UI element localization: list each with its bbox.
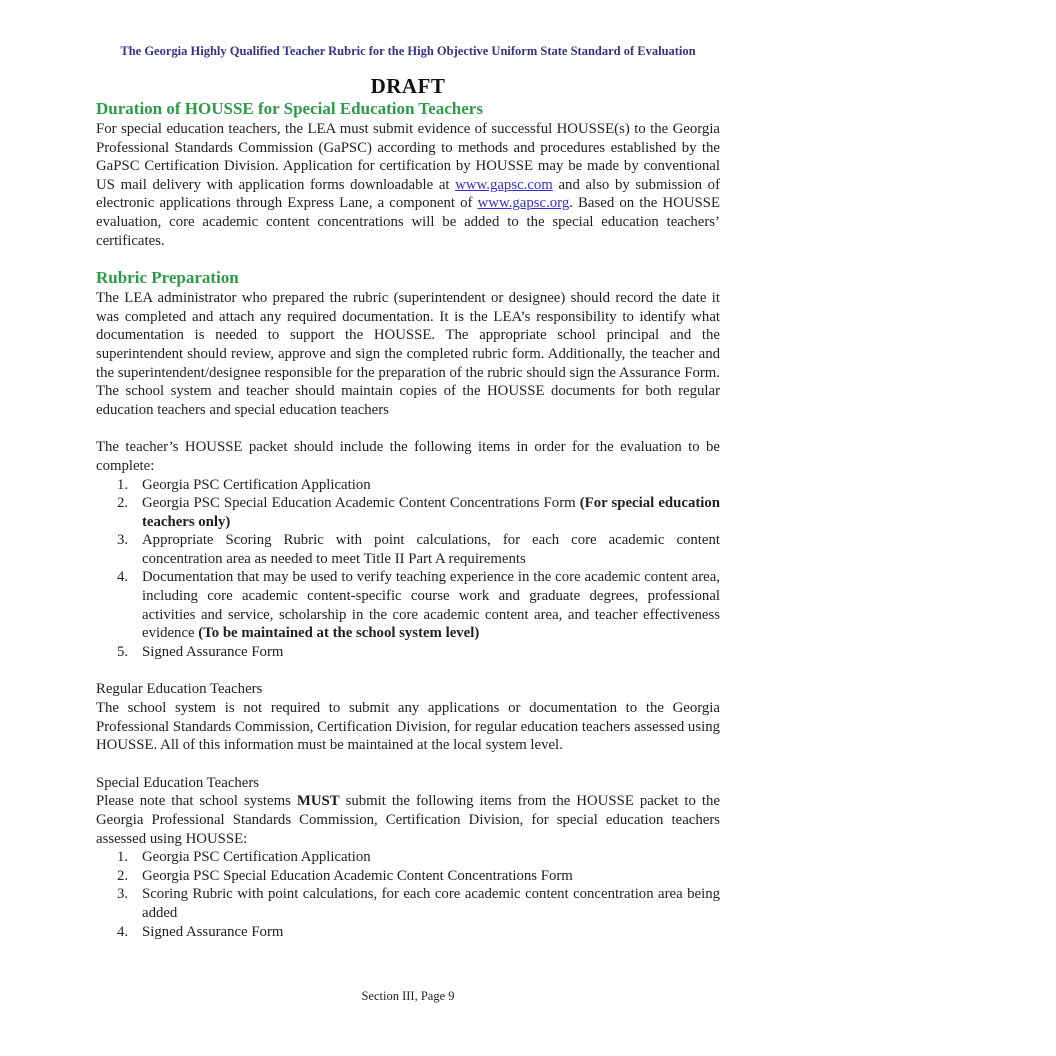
regular-education-paragraph: The school system is not required to submit any applications or documentation to the Georgia Professional Standards Commission, Certification Division, for regular education teachers assessed using HOUSSE. All of this information must be maintained at the local system level. — [96, 700, 720, 754]
special-education-teachers-subheading: Special Education Teachers — [96, 774, 260, 791]
list-item — [117, 867, 720, 886]
list-number: 3. — [117, 532, 129, 549]
list-item-text: Appropriate Scoring Rubric with point calculations, for each core academic content concentration area as needed to meet Title II Part A requirements — [142, 532, 720, 567]
list-number: 1. — [117, 476, 129, 493]
list-number: 2. — [117, 867, 129, 884]
list-item-text: Signed Assurance Form — [142, 643, 284, 660]
list-number: 2. — [117, 495, 129, 512]
special-education-submission-list — [117, 848, 720, 941]
list-item-text: Signed Assurance Form — [142, 923, 284, 940]
section-heading-rubric-preparation: Rubric Preparation — [96, 268, 239, 288]
draft-watermark-title: DRAFT — [370, 74, 446, 98]
list-item-text: Georgia PSC Special Education Academic Content Concentrations Form — [142, 495, 580, 512]
list-item-text: Scoring Rubric with point calculations, for each core academic content concentration area being added — [142, 886, 720, 921]
section-heading-duration-of-housse: Duration of HOUSSE for Special Education Teachers — [96, 99, 483, 118]
spacer — [96, 661, 720, 680]
list-number: 1. — [117, 849, 129, 866]
special-paragraph-text-1: Please note that school systems — [96, 793, 297, 810]
list-item-text: Documentation that may be used to verify teaching experience in the core academic content area, including core academic content-specific course work and graduate degrees, professional activities and service, scholarship in the core academic content area, and teacher effectiveness evidence — [142, 569, 720, 642]
list-item — [117, 848, 720, 867]
page-footer: Section III, Page 9 — [361, 989, 455, 1003]
list-item — [117, 923, 720, 942]
spacer — [96, 755, 720, 774]
running-header-title: The Georgia Highly Qualified Teacher Rubric for the High Objective Uniform State Standard of Evaluation — [120, 44, 696, 58]
duration-paragraph — [96, 120, 720, 250]
list-item — [117, 494, 721, 531]
gapsc-com-link[interactable]: www.gapsc.com — [455, 176, 553, 193]
list-item-bold-text: (To be maintained at the school system level) — [198, 625, 480, 642]
special-paragraph-must-bold: MUST — [296, 793, 340, 810]
rubric-preparation-paragraph: The LEA administrator who prepared the rubric (superintendent or designee) should record the date it was completed and attach any required documentation. It is the LEA’s responsibility to identify what documentation is needed to support the HOUSSE. The appropriate school principal and the superintendent should review, approve and sign the completed rubric form. Additionally, the teacher and the superintendent/designee responsible for the preparation of the rubric should sign the Assurance Form. The school system and teacher should maintain copies of the HOUSSE documents for both regular education teachers and special education teachers — [96, 290, 720, 418]
list-number: 5. — [117, 643, 129, 660]
spacer — [96, 419, 720, 438]
list-item — [117, 568, 720, 642]
list-number: 4. — [117, 569, 129, 586]
regular-education-teachers-subheading: Regular Education Teachers — [96, 681, 263, 698]
list-item-text: Georgia PSC Special Education Academic Content Concentrations Form — [142, 867, 573, 884]
special-education-paragraph — [96, 792, 720, 848]
special-paragraph-text-2: submit the following items from the HOUSSE packet to the Georgia Professional Standards Commission, Certification Division, for special education teachers assessed using HOUSSE: — [96, 793, 720, 847]
duration-paragraph-text-1: For special education teachers, the LEA must submit evidence of successful HOUSSE(s) to the Georgia Professional Standards Commission (GaPSC) according to methods and procedures established by the GaPSC Certification Division. Application for certification by HOUSSE may be made by conventional US mail delivery with application forms downloadable at — [96, 121, 720, 193]
list-item — [117, 643, 720, 662]
packet-intro-paragraph: The teacher’s HOUSSE packet should include the following items in order for the evaluation to be complete: — [96, 439, 720, 474]
duration-paragraph-text-3: . Based on the HOUSSE evaluation, core academic content concentrations will be added to the special education teachers’ certificates. — [96, 195, 720, 249]
list-item — [117, 531, 720, 568]
list-item — [117, 885, 720, 922]
duration-paragraph-text-2: and also by submission of electronic applications through Express Lane, a component of — [96, 176, 721, 212]
list-item-text: Georgia PSC Certification Application — [142, 476, 371, 493]
gapsc-org-link[interactable]: www.gapsc.org — [477, 195, 570, 212]
list-item-bold-text: (For special education teachers only) — [142, 495, 721, 530]
list-number: 3. — [117, 886, 129, 903]
list-number: 4. — [117, 923, 129, 940]
list-item — [117, 476, 720, 495]
housse-packet-list — [117, 476, 721, 662]
list-item-text: Georgia PSC Certification Application — [142, 849, 371, 866]
